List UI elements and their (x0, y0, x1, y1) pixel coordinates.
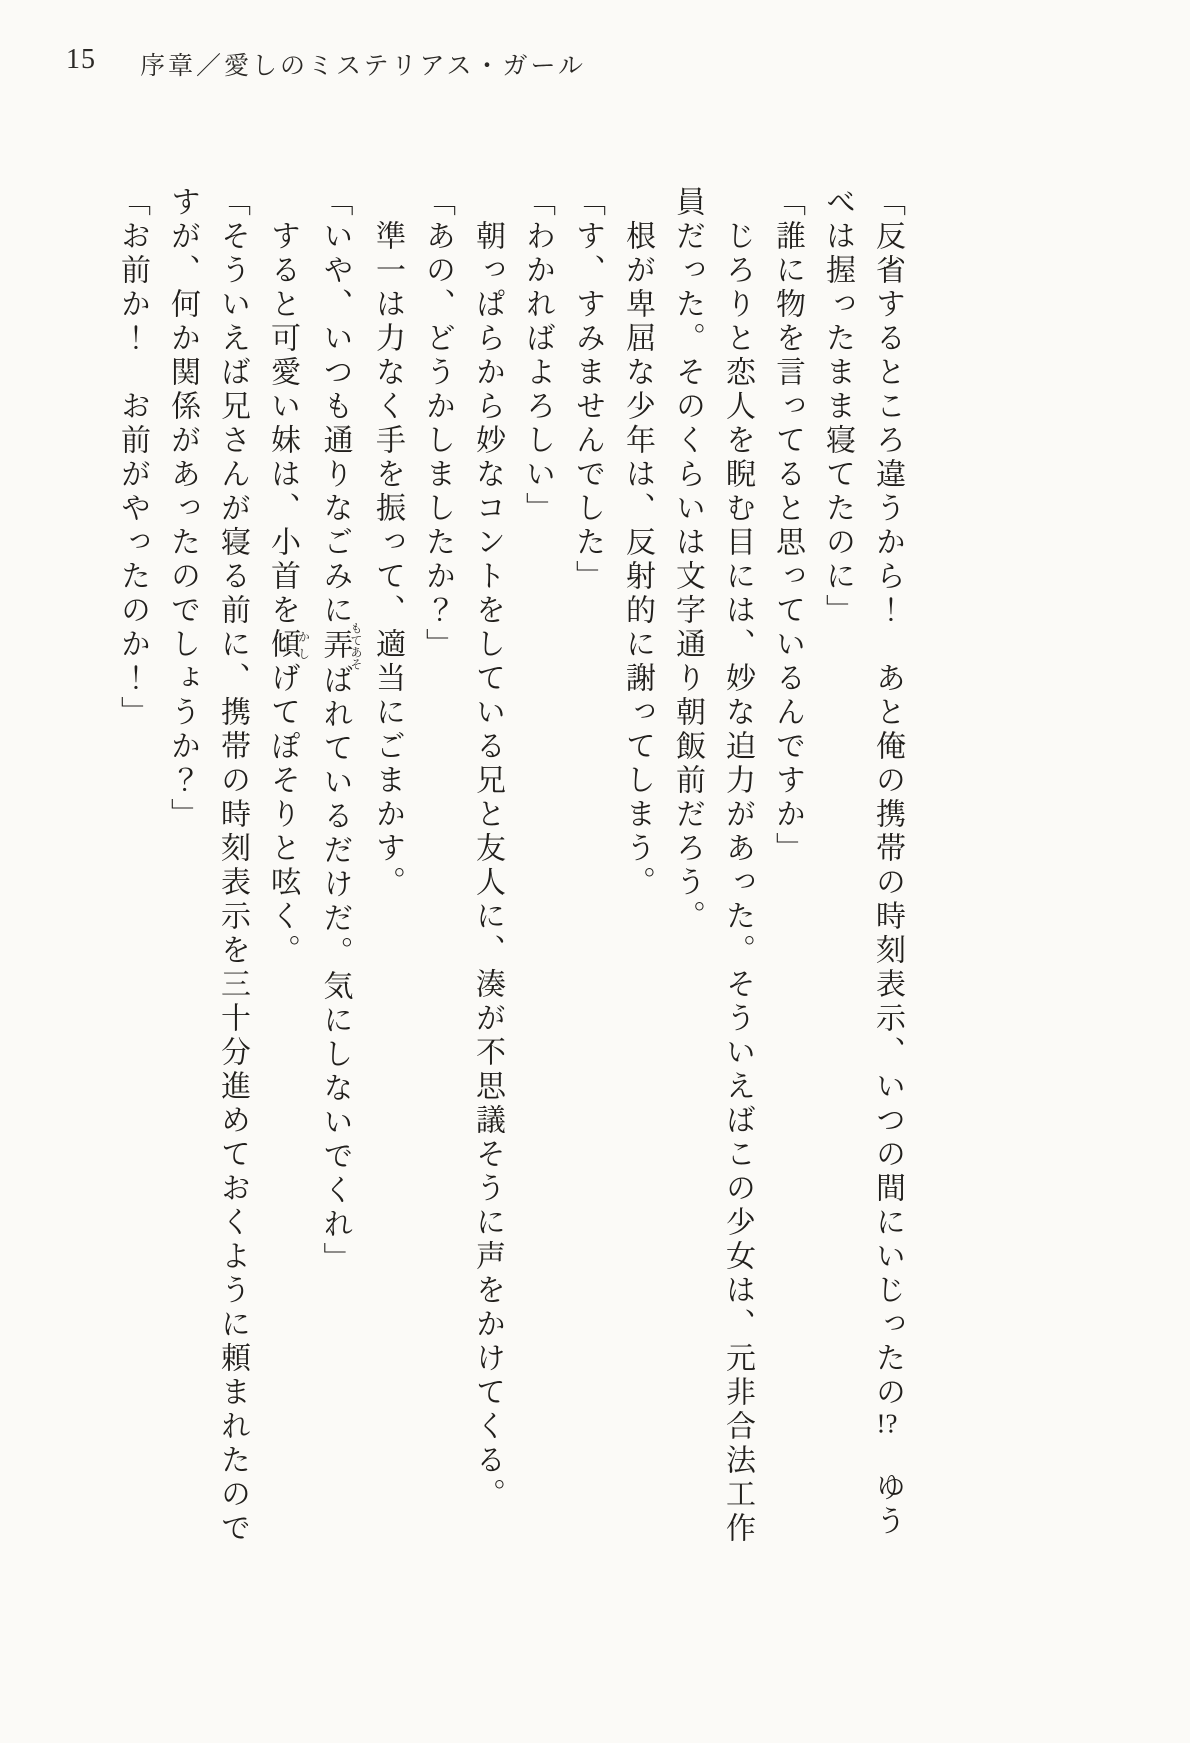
text-line: 「そういえば兄さんが寝る前に、携帯の時刻表示を三十分進めておくように頼まれたので (216, 186, 249, 1546)
text-line: すが、何か関係があったのでしょうか？」 (166, 186, 199, 832)
text-line: 朝っぱらから妙なコントをしている兄と友人に、湊が不思議そうに声をかけてくる。 (471, 186, 504, 1512)
text-line: 「わかればよろしい」 (521, 186, 554, 526)
ruby-annotated-kanji: 弄もてあそ (318, 622, 363, 670)
text-line: 「す、すみませんでした」 (571, 186, 604, 594)
ruby-annotated-kanji: 傾かし (266, 628, 311, 662)
text-line: 「お前か！ お前がやったのか！」 (116, 186, 149, 730)
text-line: 「誰に物を言ってると思っているんですか」 (771, 186, 804, 866)
text-line: 員だった。そのくらいは文字通り朝飯前だろう。 (671, 186, 704, 934)
chapter-header-title: 序章／愛しのミステリアス・ガール (140, 53, 587, 80)
text-line: すると可愛い妹は、小首を傾かしげてぽそりと呟く。 (266, 186, 311, 968)
text-line: 「あの、どうかしましたか？」 (421, 186, 454, 662)
tate-chu-yoko: !? (876, 1410, 898, 1437)
text-line: 準一は力なく手を振って、適当にごまかす。 (371, 186, 404, 900)
text-line: 根が卑屈な少年は、反射的に謝ってしまう。 (621, 186, 654, 900)
text-line: べは握ったまま寝てたのに」 (821, 186, 854, 628)
text-block (112, 186, 912, 1596)
text-line: 「反省するところ違うから！ あと俺の携帯の時刻表示、いつの間にいじったの!? ゆう (871, 186, 904, 1539)
page-number: 15 (66, 44, 96, 75)
text-line: じろりと恋人を睨む目には、妙な迫力があった。そういえばこの少女は、元非合法工作 (721, 186, 754, 1546)
text-line: 「いや、いつも通りなごみに弄もてあそばれているだけだ。気にしないでくれ」 (318, 186, 363, 1276)
